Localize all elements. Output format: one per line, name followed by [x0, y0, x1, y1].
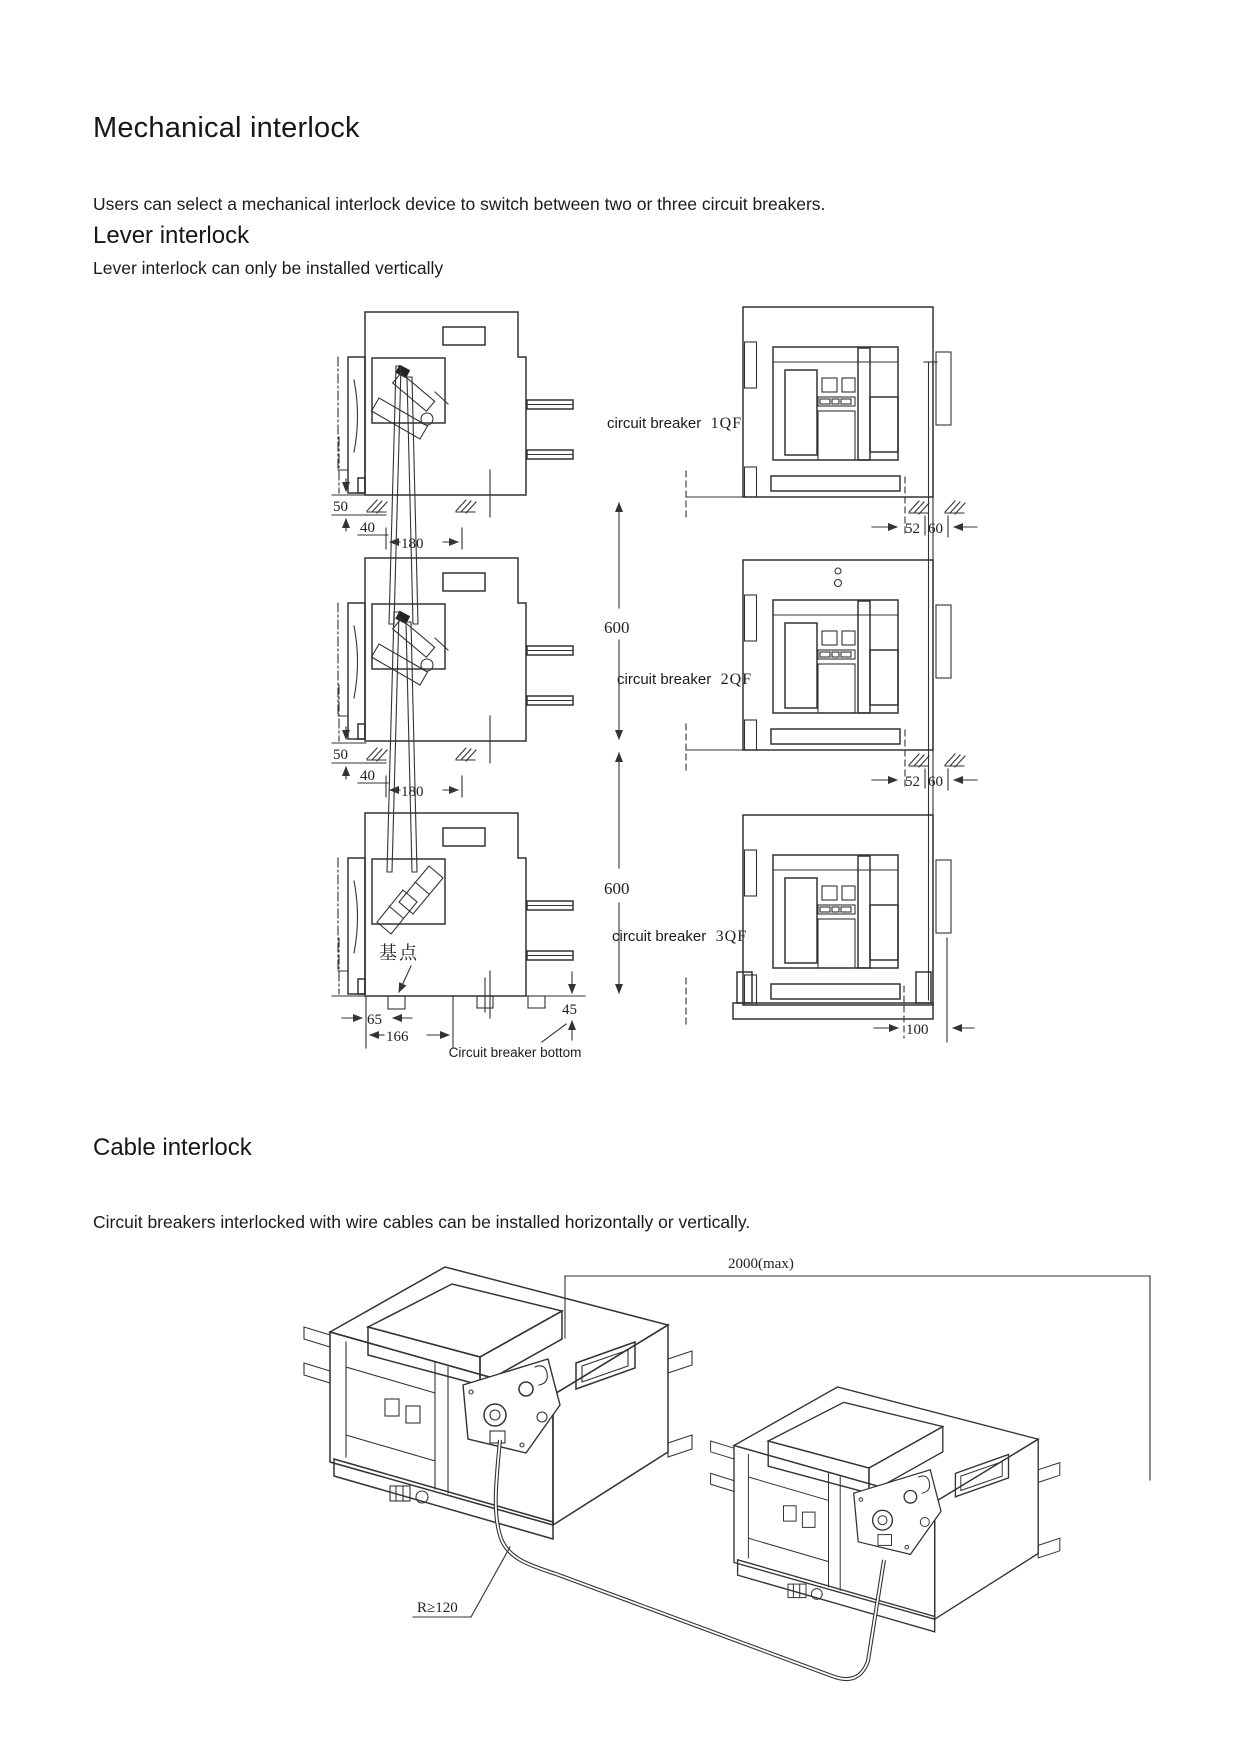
radius-label: R≥120 — [417, 1600, 458, 1616]
right-interlock-rod — [835, 352, 952, 1000]
breaker-front-view-3qf — [743, 815, 933, 1005]
dim-600-upper — [604, 503, 630, 739]
intro-paragraph: Users can select a mechanical interlock device to switch between two or three circuit breakers. — [93, 194, 826, 214]
lever-interlock-body: Lever interlock can only be installed vertically — [93, 258, 444, 278]
cable-interlock-heading: Cable interlock — [93, 1134, 252, 1161]
label-circuit-breaker-1qf: circuit breaker 1QF — [607, 415, 743, 432]
cable-breaker-right — [711, 1387, 1060, 1632]
lever-interlock-diagram: 50 40 180 52 60 100 600 600 circuit breaker 1QF circuit breaker 2QF circuit breaker 3QF 基点 65 166 45 Circuit breaker bottom — [290, 255, 980, 1070]
dim-100: 100 — [906, 1022, 929, 1038]
label-base-point: 基点 — [379, 943, 419, 963]
dim-166: 166 — [386, 1029, 409, 1045]
breaker-side-view-3qf — [338, 813, 573, 1018]
breaker-side-view-2qf — [338, 558, 573, 763]
front-breaker-pedestal — [686, 938, 974, 1042]
interlock-cable — [496, 1440, 884, 1679]
page-title: Mechanical interlock — [93, 112, 360, 144]
dim-600: 600 — [604, 618, 630, 637]
cable-radius-callout — [413, 1547, 510, 1617]
dim-45: 45 — [562, 1002, 577, 1018]
cable-interlock-body: Circuit breakers interlocked with wire cables can be installed horizontally or vertically. — [93, 1212, 751, 1232]
dim-65: 65 — [367, 1012, 382, 1028]
breaker-front-view-1qf — [743, 307, 933, 497]
dim-2000-label: 2000(max) — [728, 1256, 794, 1272]
dim-2000-max — [565, 1256, 1150, 1480]
base-point-and-bottom-dims — [332, 938, 585, 1060]
lever-interlock-heading: Lever interlock — [93, 222, 250, 249]
cable-breaker-left — [304, 1267, 692, 1539]
label-circuit-breaker-2qf: circuit breaker 2QF — [617, 671, 753, 688]
breaker-side-view-1qf — [338, 312, 573, 517]
dims-50-40-180-row2 — [332, 685, 476, 800]
caption-circuit-breaker-bottom: Circuit breaker bottom — [448, 1045, 582, 1060]
cable-interlock-diagram — [290, 1100, 1170, 1720]
breaker-front-view-2qf — [743, 560, 933, 750]
dim-600-lower — [604, 753, 630, 993]
label-circuit-breaker-3qf: circuit breaker 3QF — [612, 928, 748, 945]
dim-600: 600 — [604, 879, 630, 898]
